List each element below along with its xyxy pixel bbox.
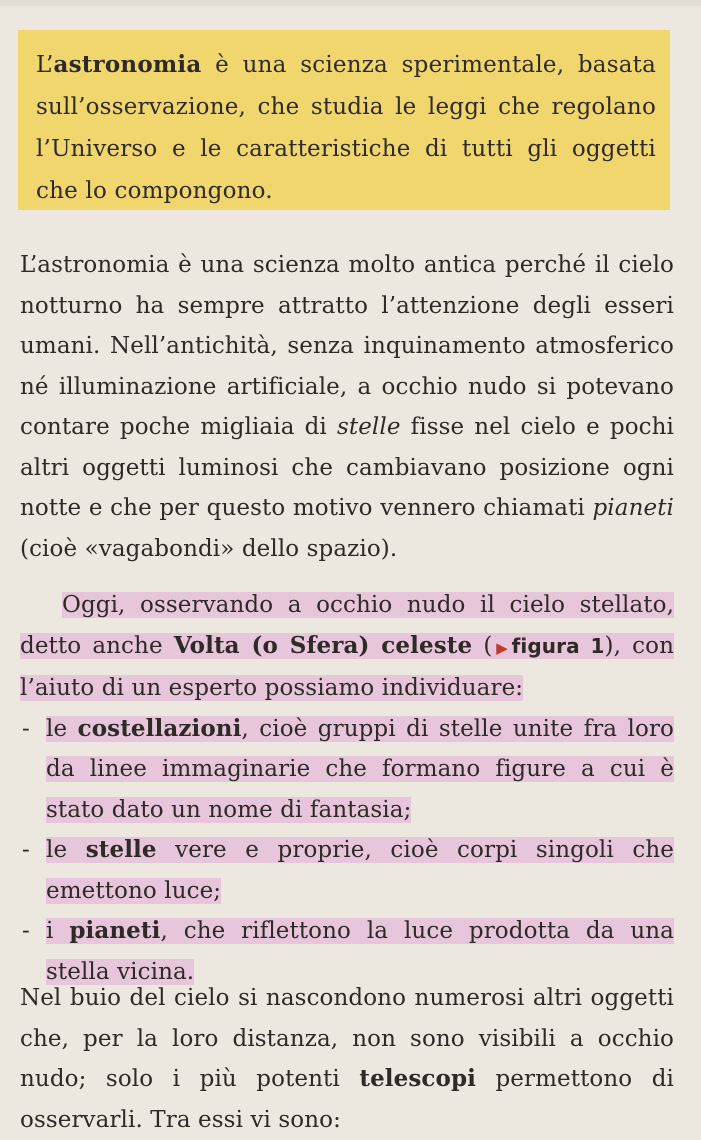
term-volta-celeste: Volta (o Sfera) celeste	[173, 631, 473, 659]
list-item: - le stelle vere e proprie, cioè corpi singoli che emettono luce;	[20, 830, 674, 911]
figure-reference[interactable]: figura 1	[511, 633, 605, 658]
list-item: - i pianeti, che riflettono la luce prodotta da una stella vicina.	[20, 911, 674, 992]
list-item: - le costellazioni, cioè gruppi di stelle unite fra loro da linee immaginarie che formano figure a cui è stato dato un nome di fantasia;	[20, 709, 674, 831]
definition-box	[18, 30, 670, 210]
highlighted-text: Oggi, osservando a occhio nudo il cielo stellato, detto anche Volta (o Sfera) celeste (▶figura 1), con l’aiuto di un esperto possiamo individuare:	[20, 592, 674, 701]
term-stelle-italic: stelle	[336, 414, 401, 440]
paragraph-history: L’astronomia è una scienza molto antica perché il cielo notturno ha sempre attratto l’attenzione degli esseri umani. Nell’antichità, senza inquinamento atmosferico né illuminazione artificiale, a occhio nudo si potevano contare poche migliaia di stelle fisse nel cielo e pochi altri oggetti luminosi che cambiavano posizione ogni notte e che per questo motivo vennero chiamati pianeti (cioè «vagabondi» dello spazio).	[20, 252, 674, 562]
object-list	[20, 709, 674, 993]
term-pianeti-italic: pianeti	[592, 495, 674, 521]
paragraph-telescopes: Nel buio del cielo si nascondono numerosi altri oggetti che, per la loro distanza, non sono visibili a occhio nudo; solo i più potenti telescopi permettono di osservarli. Tra essi vi sono:	[20, 985, 674, 1133]
term-telescopi: telescopi	[359, 1065, 476, 1092]
paragraph-today	[20, 585, 674, 992]
term-astronomia: astronomia	[53, 51, 202, 78]
definition-text: L’astronomia è una scienza sperimentale, basata sull’osservazione, che studia le leggi che regolano l’Universo e le caratteristiche di tutti gli oggetti che lo compongono.	[36, 51, 656, 204]
arrow-right-icon: ▶	[492, 638, 512, 657]
top-divider	[0, 0, 701, 6]
